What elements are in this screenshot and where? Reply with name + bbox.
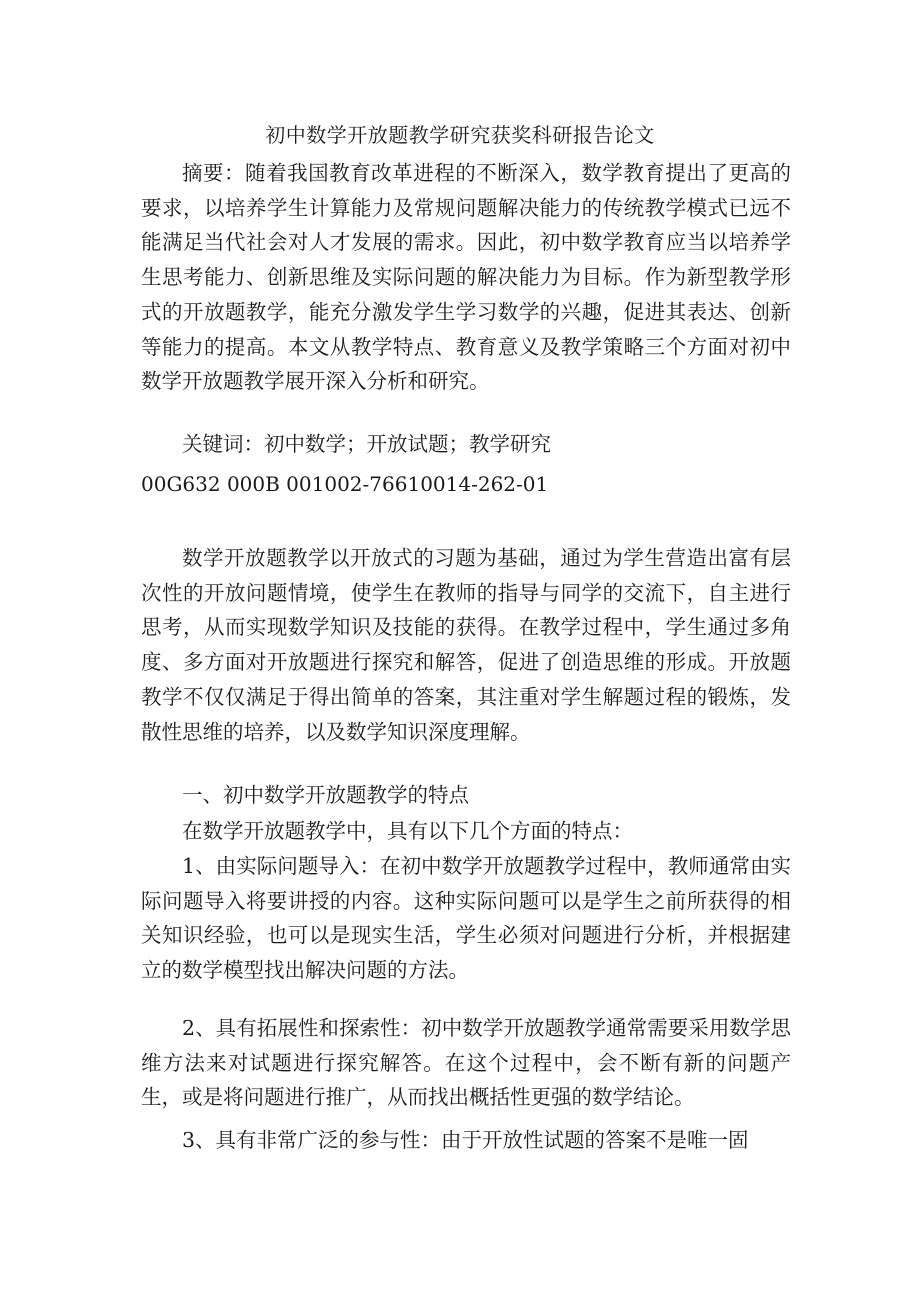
abstract-paragraph: 摘要：随着我国教育改革进程的不断深入，数学教育提出了更高的要求，以培养学生计算能力及常规问题解决能力的传统教学模式已远不能满足当代社会对人才发展的需求。因此，初中数学教育应当以培养学生思考能力、创新思维及实际问题的解决能力为目标。作为新型教学形式的开放题教学，能充分激发学生学习数学的兴趣，促进其表达、创新等能力的提高。本文从教学特点、教育意义及教学策略三个方面对初中数学开放题教学展开深入分析和研究。 — [141, 161, 791, 394]
point-1-paragraph: 1、由实际问题导入：在初中数学开放题教学过程中，教师通常由实际问题导入将要讲授的内容。这种实际问题可以是学生之前所获得的相关知识经验，也可以是现实生活，学生必须对问题进行分析，并根据建立的数学模型找出解决问题的方法。 — [141, 854, 791, 983]
classification-code: 00G632 000B 001002-76610014-262-01 — [141, 472, 549, 496]
intro-paragraph: 数学开放题教学以开放式的习题为基础，通过为学生营造出富有层次性的开放问题情境，使学生在教师的指导与同学的交流下，自主进行思考，从而实现数学知识及技能的获得。在教学过程中，学生通过多角度、多方面对开放题进行探究和解答，促进了创造思维的形成。开放题教学不仅仅满足于得出简单的答案，其注重对学生解题过程的锻炼，发散性思维的培养，以及数学知识深度理解。 — [141, 546, 791, 744]
section-lead-paragraph: 在数学开放题教学中，具有以下几个方面的特点： — [182, 819, 633, 843]
point-2-paragraph: 2、具有拓展性和探索性：初中数学开放题教学通常需要采用数学思维方法来对试题进行探究解答。在这个过程中，会不断有新的问题产生，或是将问题进行推广，从而找出概括性更强的数学结论。 — [141, 1016, 791, 1110]
keywords-line: 关键词：初中数学；开放试题；教学研究 — [182, 432, 551, 456]
section-heading: 一、初中数学开放题教学的特点 — [182, 783, 469, 807]
point-3-paragraph: 3、具有非常广泛的参与性：由于开放性试题的答案不是唯一固 — [182, 1128, 749, 1152]
document-title: 初中数学开放题教学研究获奖科研报告论文 — [265, 123, 655, 147]
